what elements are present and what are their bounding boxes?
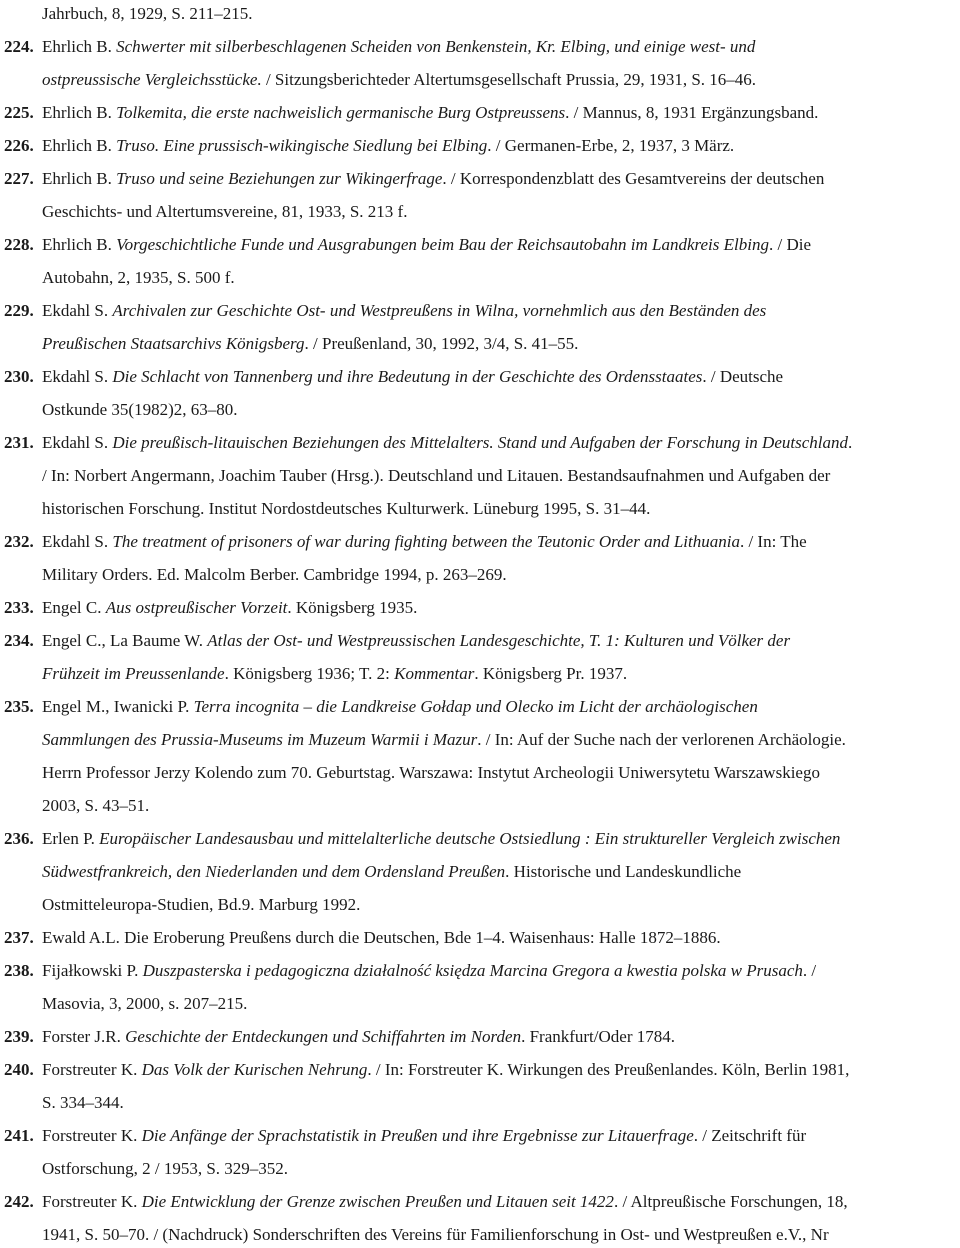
entry-text: Erlen P. xyxy=(42,829,100,848)
entry-text: . / Altpreußische Forschungen, 18, xyxy=(613,1192,848,1211)
entry-text: Ostforschung, 2 / 1953, S. 329–352. xyxy=(42,1159,289,1178)
entry-text: . / Korrespondenzblatt des Gesamtvereins der deutschen xyxy=(442,169,825,188)
entry-title-text: Schwerter mit silberbeschlagenen Scheiden von Benkenstein, Kr. Elbing, und einige west- und xyxy=(116,37,756,56)
entry-title-text: Vorgeschichtliche Funde und Ausgrabungen beim Bau der Reichsautobahn im Landkreis Elbing xyxy=(116,235,769,254)
bibliography-entry-continuation xyxy=(42,895,360,915)
bibliography-entry-continuation xyxy=(42,334,578,354)
entry-number: 232. xyxy=(4,532,34,551)
entry-text: Ostmitteleuropa-Studien, Bd.9. Marburg 1992. xyxy=(42,895,361,914)
bibliography-entry-continuation xyxy=(42,862,741,882)
entry-text: . / Preußenland, 30, 1992, 3/4, S. 41–55. xyxy=(304,334,579,353)
entry-text: . / In: Auf der Suche nach der verlorenen Archäologie. xyxy=(477,730,846,749)
entry-text: . Historische und Landeskundliche xyxy=(505,862,742,881)
bibliography-entry-continuation xyxy=(42,730,846,750)
bibliography-entry-continuation xyxy=(42,268,235,288)
entry-number: 224. xyxy=(4,37,34,56)
entry-text: . / Deutsche xyxy=(702,367,784,386)
bibliography-entry-start xyxy=(4,235,811,255)
bibliography-entry-start xyxy=(4,1060,849,1080)
entry-number: 242. xyxy=(4,1192,34,1211)
entry-number: 241. xyxy=(4,1126,34,1145)
entry-text: . / In: Forstreuter K. Wirkungen des Preußenlandes. Köln, Berlin 1981, xyxy=(367,1060,850,1079)
entry-text: Geschichts- und Altertumsvereine, 81, 1933, S. 213 f. xyxy=(42,202,408,221)
bibliography-entry-continuation xyxy=(42,4,252,24)
entry-title-text: Duszpasterska i pedagogiczna działalność księdza Marcina Gregora a kwestia polska w Prusach xyxy=(142,961,803,980)
entry-number: 235. xyxy=(4,697,34,716)
entry-number: 231. xyxy=(4,433,34,452)
bibliography-entry-start xyxy=(4,433,852,453)
entry-text: Ehrlich B. xyxy=(42,103,117,122)
entry-number: 233. xyxy=(4,598,34,617)
entry-number: 236. xyxy=(4,829,34,848)
entry-title-text: Sammlungen des Prussia-Museums im Muzeum Warmii i Mazur xyxy=(42,730,478,749)
entry-text: . Königsberg Pr. 1937. xyxy=(474,664,628,683)
entry-number: 234. xyxy=(4,631,34,650)
entry-text: Forstreuter K. xyxy=(42,1060,142,1079)
bibliography-entry-start xyxy=(4,1192,848,1212)
entry-title-text: Preußischen Staatsarchivs Königsberg xyxy=(42,334,305,353)
bibliography-entry-start xyxy=(4,103,818,123)
entry-text: Ehrlich B. xyxy=(42,37,117,56)
bibliography-entry-start xyxy=(4,367,783,387)
entry-text: . / Germanen-Erbe, 2, 1937, 3 März. xyxy=(487,136,735,155)
entry-text: / Sitzungsberichteder Altertumsgesellschaft Prussia, 29, 1931, S. 16–46. xyxy=(261,70,757,89)
entry-title-text: Europäischer Landesausbau und mittelalterliche deutsche Ostsiedlung : Ein struktureller Vergleich zwischen xyxy=(99,829,841,848)
bibliography-entry-start xyxy=(4,697,758,717)
entry-text: 2003, S. 43–51. xyxy=(42,796,150,815)
entry-title-text: Tolkemita, die erste nachweislich germanische Burg Ostpreussens xyxy=(116,103,566,122)
entry-number: 239. xyxy=(4,1027,34,1046)
entry-text: Ehrlich B. xyxy=(42,136,117,155)
entry-number: 240. xyxy=(4,1060,34,1079)
bibliography-entry-continuation xyxy=(42,400,237,420)
entry-text: Ekdahl S. xyxy=(42,433,113,452)
entry-text: . / xyxy=(802,961,817,980)
entry-text: / In: Norbert Angermann, Joachim Tauber (Hrsg.). Deutschland und Litauen. Bestandsaufnahmen und Aufgaben der xyxy=(42,466,831,485)
entry-text: Engel C., La Baume W. xyxy=(42,631,208,650)
bibliography-entry-start xyxy=(4,37,755,57)
entry-title-text: ostpreussische Vergleichsstücke. xyxy=(42,70,262,89)
entry-title-text: Die Schlacht von Tannenberg und ihre Bedeutung in der Geschichte des Ordensstaates xyxy=(112,367,703,386)
entry-number: 228. xyxy=(4,235,34,254)
entry-number: 225. xyxy=(4,103,34,122)
entry-text: Herrn Professor Jerzy Kolendo zum 70. Geburtstag. Warszawa: Instytut Archeologii Uniwersytetu Warszawskiego xyxy=(42,763,820,782)
entry-text: historischen Forschung. Institut Nordostdeutsches Kulturwerk. Lüneburg 1995, S. 31–44. xyxy=(42,499,651,518)
bibliography-entry-start xyxy=(4,829,840,849)
entry-text: Military Orders. Ed. Malcolm Berber. Cambridge 1994, p. 263–269. xyxy=(42,565,507,584)
bibliography-entry-continuation xyxy=(42,70,756,90)
entry-text: Engel C. xyxy=(42,598,106,617)
entry-text: Forster J.R. xyxy=(42,1027,126,1046)
entry-title-text: Aus ostpreußischer Vorzeit xyxy=(105,598,288,617)
bibliography-entry-start xyxy=(4,928,721,948)
entry-text: Forstreuter K. xyxy=(42,1126,142,1145)
entry-title-text: Die Anfänge der Sprachstatistik in Preußen und ihre Ergebnisse zur Litauerfrage xyxy=(141,1126,694,1145)
entry-title-text: Terra incognita – die Landkreise Gołdap und Olecko im Licht der archäologischen xyxy=(193,697,758,716)
bibliography-entry-continuation xyxy=(42,202,407,222)
entry-text: Ehrlich B. xyxy=(42,169,117,188)
entry-title-text: Atlas der Ost- und Westpreussischen Landesgeschichte, T. 1: Kulturen und Völker der xyxy=(207,631,791,650)
entry-number: 226. xyxy=(4,136,34,155)
bibliography-entry-continuation xyxy=(42,763,820,783)
bibliography-entry-start xyxy=(4,301,766,321)
bibliography-entry-continuation xyxy=(42,565,507,585)
entry-number: 237. xyxy=(4,928,34,947)
entry-text: Autobahn, 2, 1935, S. 500 f. xyxy=(42,268,235,287)
entry-text: Ostkunde 35(1982)2, 63–80. xyxy=(42,400,238,419)
entry-text: Ehrlich B. xyxy=(42,235,117,254)
bibliography-entry-start xyxy=(4,631,790,651)
bibliography-entry-continuation xyxy=(42,1159,288,1179)
entry-text: . xyxy=(847,433,853,452)
bibliography-entry-continuation xyxy=(42,994,247,1014)
entry-number: 238. xyxy=(4,961,34,980)
bibliography-entry-continuation xyxy=(42,466,830,486)
bibliography-entry-continuation xyxy=(42,664,627,684)
entry-text: Jahrbuch, 8, 1929, S. 211–215. xyxy=(42,4,253,23)
entry-text: . Königsberg 1936; T. 2: xyxy=(224,664,395,683)
bibliography-entry-continuation xyxy=(42,796,149,816)
entry-text: Forstreuter K. xyxy=(42,1192,142,1211)
entry-text: . / Mannus, 8, 1931 Ergänzungsband. xyxy=(565,103,819,122)
entry-text: . Frankfurt/Oder 1784. xyxy=(521,1027,675,1046)
entry-text: . Königsberg 1935. xyxy=(287,598,418,617)
entry-text: . / In: The xyxy=(739,532,807,551)
entry-title-text: Die preußisch-litauischen Beziehungen des Mittelalters. Stand und Aufgaben der Forschung in Deutschland xyxy=(112,433,848,452)
entry-text: Ekdahl S. xyxy=(42,301,113,320)
entry-text: Ekdahl S. xyxy=(42,532,113,551)
entry-text: 1941, S. 50–70. / (Nachdruck) Sonderschriften des Vereins für Familienforschung in Ost- und Westpreußen e.V., Nr xyxy=(42,1225,829,1244)
entry-title-text: Frühzeit im Preussenlande xyxy=(42,664,225,683)
bibliography-entry-start xyxy=(4,1027,675,1047)
entry-text: Engel M., Iwanicki P. xyxy=(42,697,194,716)
bibliography-entry-start xyxy=(4,598,417,618)
entry-number: 229. xyxy=(4,301,34,320)
bibliography-entry-continuation xyxy=(42,1225,829,1245)
entry-number: 227. xyxy=(4,169,34,188)
entry-text: Fijałkowski P. xyxy=(42,961,143,980)
entry-text: Ekdahl S. xyxy=(42,367,113,386)
entry-title-text: Archivalen zur Geschichte Ost- und Westpreußens in Wilna, vornehmlich aus den Beständen des xyxy=(112,301,767,320)
bibliography-entry-start xyxy=(4,961,816,981)
entry-title-text: Geschichte der Entdeckungen und Schiffahrten im Norden xyxy=(125,1027,522,1046)
bibliography-entry-start xyxy=(4,136,734,156)
entry-title-text: Südwestfrankreich, den Niederlanden und dem Ordensland Preußen xyxy=(42,862,506,881)
entry-text: . / Die xyxy=(768,235,812,254)
entry-title-text: Das Volk der Kurischen Nehrung xyxy=(141,1060,368,1079)
entry-number: 230. xyxy=(4,367,34,386)
bibliography-entry-continuation xyxy=(42,499,650,519)
bibliography-entry-continuation xyxy=(42,1093,124,1113)
bibliography-entry-start xyxy=(4,1126,806,1146)
entry-title-text: Truso. Eine prussisch-wikingische Siedlung bei Elbing xyxy=(116,136,488,155)
entry-text: Masovia, 3, 2000, s. 207–215. xyxy=(42,994,248,1013)
entry-text: S. 334–344. xyxy=(42,1093,124,1112)
entry-title-text: Die Entwicklung der Grenze zwischen Preußen und Litauen seit 1422 xyxy=(141,1192,614,1211)
entry-text: . / Zeitschrift für xyxy=(693,1126,807,1145)
entry-title-text: Kommentar xyxy=(394,664,475,683)
entry-text: Ewald A.L. Die Eroberung Preußens durch die Deutschen, Bde 1–4. Waisenhaus: Halle 1872–1886. xyxy=(42,928,721,947)
entry-title-text: Truso und seine Beziehungen zur Wikingerfrage xyxy=(116,169,443,188)
entry-title-text: The treatment of prisoners of war during fighting between the Teutonic Order and Lithuania xyxy=(112,532,740,551)
bibliography-entry-start xyxy=(4,169,824,189)
bibliography-entry-start xyxy=(4,532,807,552)
